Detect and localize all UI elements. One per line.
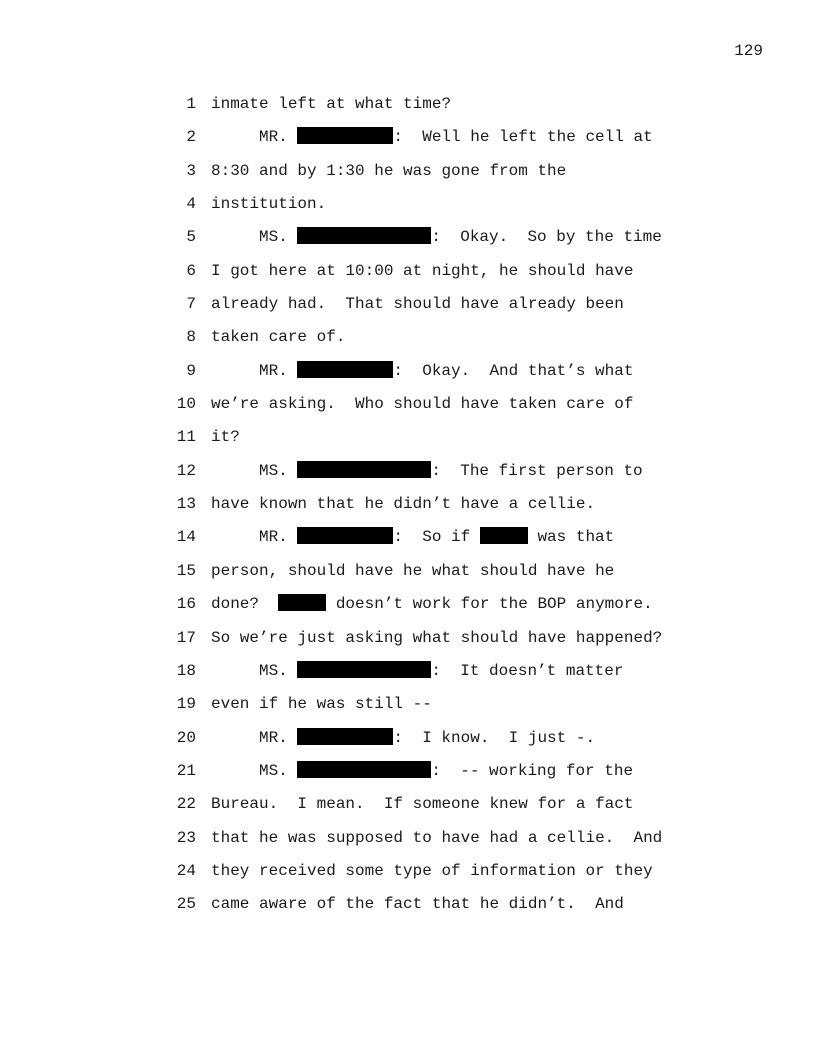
line-number: 14 <box>176 528 196 547</box>
text-segment: MR. <box>211 361 298 380</box>
transcript-line <box>172 293 772 326</box>
line-number: 25 <box>176 895 196 914</box>
line-text <box>211 727 595 749</box>
redaction-bar <box>297 227 431 244</box>
text-segment: Bureau. I mean. If someone knew for a fact <box>211 795 634 814</box>
line-text <box>211 893 624 915</box>
line-text <box>211 293 624 315</box>
transcript-line <box>172 526 772 559</box>
redaction-bar <box>297 461 431 478</box>
text-segment: person, should have he what should have he <box>211 561 615 580</box>
line-text <box>211 426 240 448</box>
line-number: 22 <box>176 795 196 814</box>
text-segment: they received some type of information or they <box>211 861 653 880</box>
text-segment: that he was supposed to have had a cellie. And <box>211 828 663 847</box>
transcript-line <box>172 426 772 459</box>
text-segment: it? <box>211 428 240 447</box>
text-segment: : -- working for the <box>431 761 634 780</box>
page-number: 129 <box>734 42 763 60</box>
line-number: 17 <box>176 628 196 647</box>
text-segment: : Okay. So by the time <box>431 228 662 247</box>
transcript-line <box>172 326 772 359</box>
text-segment: : So if <box>393 528 480 547</box>
text-segment: we’re asking. Who should have taken care of <box>211 395 634 414</box>
line-text <box>211 326 345 348</box>
text-segment: have known that he didn’t have a cellie. <box>211 495 596 514</box>
line-text <box>211 593 653 615</box>
line-text <box>211 460 643 482</box>
transcript-line <box>172 793 772 826</box>
line-number: 19 <box>176 695 196 714</box>
line-text <box>211 126 653 148</box>
text-segment: MS. <box>211 661 298 680</box>
text-segment: institution. <box>211 195 327 214</box>
line-number: 21 <box>176 761 196 780</box>
text-segment: MR. <box>211 728 298 747</box>
transcript-line <box>172 160 772 193</box>
text-segment: already had. That should have already been <box>211 295 624 314</box>
line-number: 16 <box>176 595 196 614</box>
transcript-line <box>172 827 772 860</box>
transcript-line <box>172 493 772 526</box>
line-number: 1 <box>186 95 196 113</box>
line-number: 18 <box>176 661 196 680</box>
line-number: 6 <box>186 261 196 280</box>
text-segment: MS. <box>211 761 298 780</box>
line-text <box>211 627 662 649</box>
text-segment: inmate left at what time? <box>211 95 452 113</box>
text-segment: even if he was still -- <box>211 695 432 714</box>
redaction-bar <box>297 761 431 778</box>
line-text <box>211 660 623 682</box>
transcript-line <box>172 560 772 593</box>
line-text <box>211 360 633 382</box>
text-segment: MS. <box>211 461 298 480</box>
transcript-line <box>172 460 772 493</box>
text-segment: 8:30 and by 1:30 he was gone from the <box>211 161 567 180</box>
line-number: 3 <box>186 161 196 180</box>
text-segment: MR. <box>211 528 298 547</box>
transcript-line <box>172 93 772 126</box>
text-segment: : The first person to <box>431 461 643 480</box>
line-text <box>211 760 633 782</box>
line-number: 13 <box>176 495 196 514</box>
redaction-bar <box>480 527 528 544</box>
line-text <box>211 827 662 849</box>
transcript-line <box>172 627 772 660</box>
transcript-body <box>172 93 772 927</box>
line-number: 7 <box>186 295 196 314</box>
transcript-line <box>172 693 772 726</box>
line-number: 5 <box>186 228 196 247</box>
text-segment: done? <box>211 595 279 614</box>
text-segment: So we’re just asking what should have happened? <box>211 628 663 647</box>
text-segment: MR. <box>211 128 298 147</box>
text-segment: doesn’t work for the BOP anymore. <box>326 595 653 614</box>
transcript-line <box>172 193 772 226</box>
line-text <box>211 226 662 248</box>
text-segment: : I know. I just -. <box>393 728 596 747</box>
line-number: 2 <box>186 128 196 147</box>
line-text <box>211 560 614 582</box>
transcript-line <box>172 660 772 693</box>
line-number: 9 <box>186 361 196 380</box>
line-text <box>211 793 633 815</box>
redaction-bar <box>297 361 393 378</box>
line-text <box>211 860 653 882</box>
line-number: 11 <box>176 428 196 447</box>
line-text <box>211 160 566 182</box>
line-number: 20 <box>176 728 196 747</box>
transcript-line <box>172 893 772 926</box>
transcript-line <box>172 727 772 760</box>
line-text <box>211 260 633 282</box>
transcript-line <box>172 860 772 893</box>
transcript-line <box>172 760 772 793</box>
text-segment: : Okay. And that’s what <box>393 361 634 380</box>
line-text <box>211 93 451 115</box>
text-segment: : Well he left the cell at <box>393 128 653 147</box>
transcript-line <box>172 393 772 426</box>
text-segment: : It doesn’t matter <box>431 661 624 680</box>
line-number: 15 <box>176 561 196 580</box>
redaction-bar <box>278 594 326 611</box>
line-number: 4 <box>186 195 196 214</box>
transcript-line <box>172 593 772 626</box>
line-number: 23 <box>176 828 196 847</box>
redaction-bar <box>297 127 393 144</box>
redaction-bar <box>297 661 431 678</box>
text-segment: MS. <box>211 228 298 247</box>
line-text <box>211 526 614 548</box>
text-segment: I got here at 10:00 at night, he should have <box>211 261 634 280</box>
redaction-bar <box>297 527 393 544</box>
line-number: 8 <box>186 328 196 347</box>
line-number: 10 <box>176 395 196 414</box>
transcript-line <box>172 260 772 293</box>
text-segment: was that <box>527 528 615 547</box>
line-text <box>211 493 595 515</box>
line-number: 24 <box>176 861 196 880</box>
transcript-line <box>172 126 772 159</box>
line-text <box>211 393 633 415</box>
transcript-line <box>172 360 772 393</box>
line-text <box>211 693 432 715</box>
redaction-bar <box>297 728 393 745</box>
text-segment: taken care of. <box>211 328 346 347</box>
line-number: 12 <box>176 461 196 480</box>
transcript-line <box>172 226 772 259</box>
text-segment: came aware of the fact that he didn’t. And <box>211 895 624 914</box>
line-text <box>211 193 326 215</box>
